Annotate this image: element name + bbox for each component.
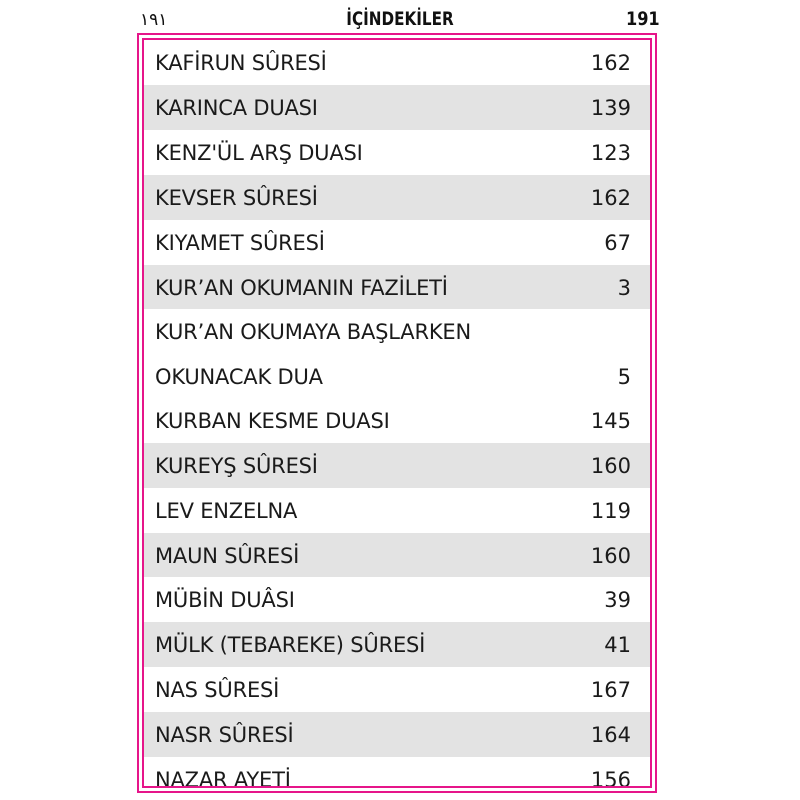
entry-page: 139 [590, 96, 631, 120]
entry-title: MAUN SÛRESİ [155, 544, 300, 568]
entry-page: 167 [590, 678, 631, 702]
entry-title: MÜLK (TEBAREKE) SÛRESİ [155, 633, 426, 657]
toc-frame [137, 33, 657, 793]
entry-title: NAZAR AYETİ [155, 768, 291, 788]
toc-entry [144, 398, 650, 443]
entry-title: KIYAMET SÛRESİ [155, 231, 325, 255]
entry-page: 119 [590, 499, 631, 523]
toc-entry [144, 622, 650, 667]
entry-title: KARINCA DUASI [155, 96, 318, 120]
entry-title: LEV ENZELNA [155, 499, 298, 523]
entry-title: KUR’AN OKUMANIN FAZİLETİ [155, 276, 448, 300]
toc-list [142, 38, 652, 788]
toc-entry [144, 265, 650, 309]
toc-entry [144, 488, 650, 533]
entry-page: 160 [590, 544, 631, 568]
toc-entry [144, 40, 650, 85]
entry-page: 162 [590, 51, 631, 75]
entry-page: 39 [604, 588, 631, 612]
entry-page: 156 [590, 768, 631, 788]
entry-title: NASR SÛRESİ [155, 723, 294, 747]
page-title: İÇİNDEKİLER [346, 8, 454, 30]
entry-page: 67 [604, 231, 631, 255]
entry-page: 123 [590, 141, 631, 165]
entry-title-line2: OKUNACAK DUA [155, 365, 323, 389]
entry-title: KUREYŞ SÛRESİ [155, 454, 318, 478]
arabic-page-number: ١٩١ [140, 10, 168, 30]
entry-page: 162 [590, 186, 631, 210]
toc-entry [144, 85, 650, 130]
entry-title: KUR’AN OKUMAYA BAŞLARKEN [155, 320, 471, 344]
entry-page: 3 [617, 276, 631, 300]
entry-title: KENZ'ÜL ARŞ DUASI [155, 141, 363, 165]
toc-entry [144, 309, 650, 398]
toc-entry [144, 443, 650, 488]
page-header [140, 8, 660, 34]
entry-title: NAS SÛRESİ [155, 678, 280, 702]
entry-page: 5 [617, 365, 631, 389]
toc-entry [144, 533, 650, 577]
toc-entry [144, 712, 650, 757]
entry-title: KAFİRUN SÛRESİ [155, 51, 327, 75]
entry-page: 145 [590, 409, 631, 433]
entry-page: 164 [590, 723, 631, 747]
toc-entry [144, 130, 650, 175]
entry-title: MÜBİN DUÂSI [155, 588, 295, 612]
page-number: 191 [626, 8, 660, 30]
toc-entry [144, 667, 650, 712]
toc-entry [144, 577, 650, 622]
entry-page: 160 [590, 454, 631, 478]
entry-page: 41 [604, 633, 631, 657]
entry-title: KEVSER SÛRESİ [155, 186, 318, 210]
entry-title: KURBAN KESME DUASI [155, 409, 390, 433]
toc-entry [144, 757, 650, 788]
toc-entry [144, 175, 650, 220]
toc-entry [144, 220, 650, 265]
